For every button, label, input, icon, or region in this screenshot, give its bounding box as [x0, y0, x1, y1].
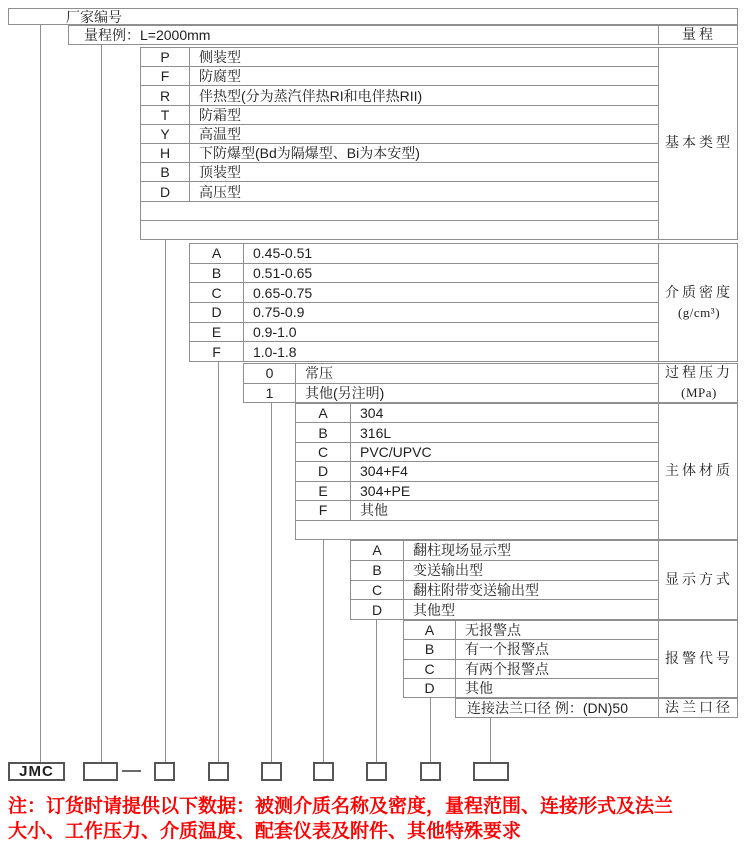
code-box [473, 762, 509, 781]
option-desc: 其他 [465, 679, 493, 696]
option-row [190, 341, 658, 361]
option-row [190, 322, 658, 342]
option-row [141, 181, 658, 200]
option-desc [351, 521, 658, 539]
option-code: 0 [244, 364, 296, 383]
section-alarm-code [403, 620, 738, 698]
section-label: 介质密度 (g/cm³) [658, 243, 739, 362]
option-row [296, 520, 658, 539]
option-code [296, 521, 351, 539]
option-code: H [141, 144, 190, 162]
section-body-material [295, 403, 738, 540]
section-process-pressure [243, 363, 738, 403]
option-code: F [190, 342, 244, 361]
code-box [154, 762, 175, 781]
option-code: 1 [244, 384, 296, 403]
option-desc: 翻柱现场显示型 [413, 542, 511, 559]
option-code: F [296, 501, 351, 519]
option-row [141, 48, 658, 66]
option-desc [190, 221, 658, 239]
connector-line [490, 718, 491, 762]
option-desc: 0.45-0.51 [253, 245, 313, 262]
option-code: B [351, 561, 404, 580]
option-row [296, 404, 658, 422]
option-desc: 防霜型 [199, 106, 241, 123]
option-row [351, 541, 658, 560]
option-desc: 侧装型 [199, 49, 241, 66]
option-code: P [141, 48, 190, 66]
option-desc: 伴热型(分为蒸汽伴热RI和电伴热RII) [199, 87, 423, 104]
option-row [404, 639, 658, 658]
code-box [261, 762, 282, 781]
option-code: A [404, 621, 456, 639]
option-row [404, 678, 658, 697]
option-desc: 0.75-0.9 [253, 304, 305, 321]
option-desc: 高压型 [199, 183, 241, 200]
option-rows [190, 244, 658, 361]
factory-text: 厂家编号 [66, 8, 122, 25]
option-desc: 0.51-0.65 [253, 265, 313, 281]
order-note-line1: 注：订货时请提供以下数据：被测介质名称及密度，量程范围、连接形式及法兰 [8, 796, 674, 817]
option-code: B [404, 640, 456, 658]
section-range [68, 25, 738, 45]
range-text: 量程例：L=2000mm [84, 27, 211, 43]
option-row [296, 481, 658, 500]
option-desc: 高温型 [199, 125, 241, 142]
option-desc: 316L [360, 424, 392, 441]
option-code: B [296, 423, 351, 441]
option-desc: 1.0-1.8 [253, 343, 297, 360]
connector-line [165, 240, 166, 762]
option-row [190, 282, 658, 302]
option-code: E [190, 323, 244, 342]
option-desc: 变送输出型 [413, 562, 483, 579]
option-code: B [190, 264, 244, 283]
option-code: E [296, 482, 351, 500]
option-code: D [296, 462, 351, 480]
option-desc: 有两个报警点 [465, 660, 549, 677]
option-row [141, 124, 658, 143]
option-row [351, 560, 658, 580]
option-code: F [141, 67, 190, 85]
option-desc: 防腐型 [199, 68, 241, 85]
option-rows [296, 404, 658, 539]
option-rows [244, 364, 658, 402]
option-rows [141, 48, 658, 239]
option-code: Y [141, 125, 190, 143]
section-display-mode [350, 540, 738, 620]
section-label: 量程 [658, 25, 739, 45]
option-code: C [404, 660, 456, 678]
option-row [141, 66, 658, 85]
order-note [8, 794, 750, 844]
option-rows [404, 621, 658, 697]
connector-line [218, 362, 219, 762]
option-row [190, 302, 658, 322]
section-label: 基本类型 [658, 47, 739, 240]
option-code: C [190, 283, 244, 302]
model-code-box: JMC [8, 762, 65, 781]
connector-line [40, 25, 41, 762]
option-desc: 其他 [360, 502, 388, 519]
option-row [141, 143, 658, 162]
connector-line [101, 45, 102, 762]
option-row [404, 621, 658, 639]
code-box [366, 762, 387, 781]
option-desc: 其他(另注明) [305, 384, 385, 401]
section-label: 过程压力 (MPa) [658, 363, 739, 403]
option-row [141, 201, 658, 220]
code-box [420, 762, 441, 781]
option-row [351, 580, 658, 600]
option-code: A [190, 244, 244, 263]
option-code: R [141, 86, 190, 104]
connector-line [323, 540, 324, 762]
option-row [351, 599, 658, 619]
code-box [208, 762, 229, 781]
section-medium-density [189, 243, 738, 362]
option-desc: 304 [360, 405, 384, 422]
option-code: D [141, 182, 190, 200]
option-row [244, 364, 658, 383]
option-desc: 304+PE [360, 482, 411, 499]
option-code: D [190, 303, 244, 322]
option-rows [351, 541, 658, 619]
option-desc: 翻柱附带变送输出型 [413, 581, 539, 598]
option-code [141, 202, 190, 220]
option-code: D [351, 600, 404, 619]
option-code: A [296, 404, 351, 422]
option-code: T [141, 106, 190, 124]
option-row [296, 461, 658, 480]
option-row [296, 422, 658, 441]
option-desc: 304+F4 [360, 463, 408, 480]
code-box [313, 762, 334, 781]
option-code: D [404, 679, 456, 697]
option-row [404, 659, 658, 678]
option-code: A [351, 541, 404, 560]
option-code [141, 221, 190, 239]
option-row [141, 105, 658, 124]
option-desc: 有一个报警点 [465, 641, 549, 658]
section-label: 主体材质 [658, 403, 739, 540]
option-code: C [351, 581, 404, 600]
dash-separator [122, 770, 141, 772]
option-code: B [141, 163, 190, 181]
option-desc: 无报警点 [465, 622, 521, 639]
section-label: 报警代号 [658, 620, 739, 698]
option-row [296, 442, 658, 461]
flange-size-text: 连接法兰口径 例：(DN)50 [467, 700, 629, 716]
option-row [141, 220, 658, 239]
option-desc: 常压 [305, 365, 333, 382]
connector-line [430, 698, 431, 762]
section-label: 显示方式 [658, 540, 739, 620]
option-row [141, 85, 658, 104]
code-box [83, 762, 118, 781]
option-row [244, 383, 658, 403]
option-desc [190, 202, 658, 220]
option-desc: 顶装型 [199, 164, 241, 181]
option-row [296, 500, 658, 519]
section-flange-size [455, 698, 738, 718]
option-desc: 0.9-1.0 [253, 324, 297, 341]
option-code: C [296, 443, 351, 461]
connector-line [376, 620, 377, 762]
option-row [190, 263, 658, 283]
section-label: 法兰口径 [658, 698, 739, 718]
connector-line [271, 403, 272, 762]
option-row [141, 162, 658, 181]
order-note-line2: 大小、工作压力、介质温度、配套仪表及附件、其他特殊要求 [8, 821, 522, 842]
option-desc: 0.65-0.75 [253, 284, 313, 301]
option-desc: PVC/UPVC [360, 444, 432, 461]
option-row [190, 244, 658, 263]
section-factory [8, 8, 738, 25]
option-desc: 其他型 [413, 601, 455, 618]
option-desc: 下防爆型(Bd为隔爆型、Bi为本安型) [199, 145, 420, 162]
section-basic-type [140, 47, 738, 240]
